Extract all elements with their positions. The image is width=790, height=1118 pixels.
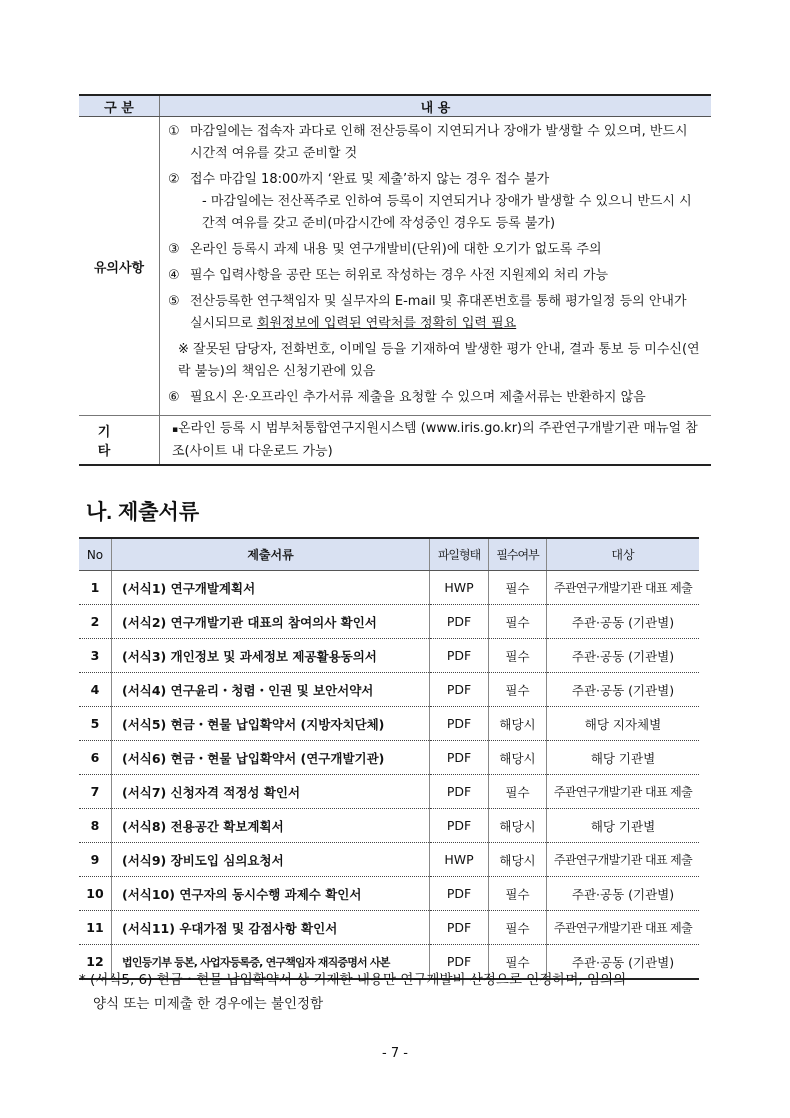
note-number: ①: [168, 124, 180, 139]
footnote-line-1: * (서식5, 6) 현금・현물 납입확약서 상 기재한 내용만 연구개발비 산정으로 인정하며, 임의의: [79, 972, 627, 988]
notes-category-etc: 기 타: [79, 416, 160, 466]
row-target: 해당 지자체별: [547, 707, 700, 741]
note-text-group: [190, 291, 703, 335]
section-title: 나. 제출서류: [86, 501, 200, 524]
row-target: 해당 기관별: [547, 809, 700, 843]
row-required: 필수: [489, 571, 547, 605]
documents-header-row: [79, 538, 699, 571]
row-document-name: (서식1) 연구개발계획서: [112, 571, 430, 605]
notes-header-category: 구 분: [79, 95, 160, 117]
row-required: 필수: [489, 673, 547, 707]
row-required: 해당시: [489, 707, 547, 741]
header-filetype: 파일형태: [430, 538, 489, 571]
row-filetype: PDF: [430, 775, 489, 809]
note-text: 필수 입력사항을 공란 또는 허위로 작성하는 경우 사전 지원제외 처리 가능: [190, 268, 609, 283]
document-row: [79, 877, 699, 911]
notes-category-cautions: 유의사항: [79, 117, 160, 416]
note-text: 전산등록한 연구책임자 및 실무자의 E-mail 및 휴대폰번호를 통해 평가일정 등의 안내가 실시되므로: [190, 294, 687, 331]
row-target: 주관연구개발기관 대표 제출: [547, 775, 700, 809]
row-number: 12: [79, 945, 112, 980]
note-number: ⑥: [168, 390, 180, 405]
documents-table-body: [79, 571, 699, 980]
document-row: [79, 707, 699, 741]
row-target: 주관·공동 (기관별): [547, 639, 700, 673]
row-target: 주관·공동 (기관별): [547, 673, 700, 707]
row-document-name: (서식11) 우대가점 및 감점사항 확인서: [112, 911, 430, 945]
row-filetype: HWP: [430, 571, 489, 605]
row-number: 5: [79, 707, 112, 741]
note-text-underlined: 회원정보에 입력된 연락처를 정확히 입력 필요: [256, 316, 517, 331]
row-document-name: (서식10) 연구자의 동시수행 과제수 확인서: [112, 877, 430, 911]
row-document-name: (서식9) 장비도입 심의요청서: [112, 843, 430, 877]
document-row: [79, 911, 699, 945]
note-item-4: [168, 265, 703, 287]
row-required: 필수: [489, 911, 547, 945]
note-item-5: [168, 291, 703, 335]
note-number: ⑤: [168, 294, 180, 309]
row-required: 필수: [489, 945, 547, 980]
etc-text: 온라인 등록 시 범부처통합연구지원시스템 (www.iris.go.kr)의 주관연구개발기관 매뉴얼 참조(사이트 내 다운로드 가능): [172, 421, 698, 459]
note-item-6: [168, 387, 703, 409]
row-number: 3: [79, 639, 112, 673]
row-document-name: (서식2) 연구개발기관 대표의 참여의사 확인서: [112, 605, 430, 639]
header-no: No: [79, 538, 112, 571]
document-row: [79, 741, 699, 775]
document-row: [79, 639, 699, 673]
note-text: 온라인 등록시 과제 내용 및 연구개발비(단위)에 대한 오기가 없도록 주의: [190, 242, 602, 257]
row-document-name: (서식7) 신청자격 적정성 확인서: [112, 775, 430, 809]
row-document-name: (서식4) 연구윤리・청렴・인권 및 보안서약서: [112, 673, 430, 707]
page-number: - 7 -: [382, 1046, 408, 1061]
row-filetype: PDF: [430, 911, 489, 945]
document-row: [79, 809, 699, 843]
notes-header-content: 내 용: [160, 95, 712, 117]
note-reference: ※ 잘못된 담당자, 전화번호, 이메일 등을 기재하여 발생한 평가 안내, 결과 통보 등 미수신(연락 불능)의 책임은 신청기관에 있음: [178, 342, 700, 379]
row-target: 주관·공동 (기관별): [547, 877, 700, 911]
notes-etc-row: [79, 416, 711, 466]
row-document-name: 법인등기부 등본, 사업자등록증, 연구책임자 재직증명서 사본: [112, 945, 430, 980]
note-item-2: [168, 169, 703, 235]
row-number: 2: [79, 605, 112, 639]
note-text: 마감일에는 접속자 과다로 인해 전산등록이 지연되거나 장애가 발생할 수 있으며, 반드시 시간적 여유를 갖고 준비할 것: [190, 124, 688, 161]
row-target: 해당 기관별: [547, 741, 700, 775]
row-required: 필수: [489, 605, 547, 639]
row-filetype: PDF: [430, 639, 489, 673]
row-number: 11: [79, 911, 112, 945]
note-item-1: [168, 121, 703, 165]
notes-main-row: [79, 117, 711, 416]
document-row: [79, 673, 699, 707]
document-row: [79, 605, 699, 639]
document-row: [79, 571, 699, 605]
row-number: 10: [79, 877, 112, 911]
footnote-line-2: 양식 또는 미제출 한 경우에는 불인정함: [93, 996, 324, 1012]
row-document-name: (서식5) 현금・현물 납입확약서 (지방자치단체): [112, 707, 430, 741]
row-number: 9: [79, 843, 112, 877]
row-number: 7: [79, 775, 112, 809]
row-number: 4: [79, 673, 112, 707]
row-required: 필수: [489, 639, 547, 673]
row-filetype: PDF: [430, 877, 489, 911]
note-number: ②: [168, 172, 180, 187]
document-row: [79, 775, 699, 809]
notes-content-cell: [160, 117, 712, 416]
note-text-group: [190, 169, 703, 235]
notes-table: [79, 94, 711, 466]
note-text: 필요시 온·오프라인 추가서류 제출을 요청할 수 있으며 제출서류는 반환하지 않음: [190, 390, 646, 405]
header-target: 대상: [547, 538, 700, 571]
notes-etc-cell: [160, 416, 712, 466]
note-item-3: [168, 239, 703, 261]
row-filetype: PDF: [430, 809, 489, 843]
row-required: 해당시: [489, 741, 547, 775]
row-number: 1: [79, 571, 112, 605]
row-filetype: PDF: [430, 673, 489, 707]
documents-table: [79, 537, 699, 980]
footnote: [79, 968, 719, 1016]
header-required: 필수여부: [489, 538, 547, 571]
row-filetype: PDF: [430, 605, 489, 639]
row-filetype: PDF: [430, 707, 489, 741]
notes-header-row: [79, 95, 711, 117]
row-target: 주관·공동 (기관별): [547, 945, 700, 980]
row-required: 해당시: [489, 809, 547, 843]
row-filetype: HWP: [430, 843, 489, 877]
row-target: 주관·공동 (기관별): [547, 605, 700, 639]
row-required: 필수: [489, 877, 547, 911]
row-number: 8: [79, 809, 112, 843]
document-row: [79, 843, 699, 877]
row-target: 주관연구개발기관 대표 제출: [547, 843, 700, 877]
row-document-name: (서식3) 개인정보 및 과세정보 제공활용동의서: [112, 639, 430, 673]
row-filetype: PDF: [430, 741, 489, 775]
note-subtext: - 마감일에는 전산폭주로 인하여 등록이 지연되거나 장애가 발생할 수 있으니 반드시 시간적 여유를 갖고 준비(마감시간에 작성중인 경우도 등록 불가): [202, 194, 692, 231]
note-number: ④: [168, 268, 180, 283]
header-document: 제출서류: [112, 538, 430, 571]
row-document-name: (서식6) 현금・현물 납입확약서 (연구개발기관): [112, 741, 430, 775]
row-target: 주관연구개발기관 대표 제출: [547, 571, 700, 605]
row-filetype: PDF: [430, 945, 489, 980]
row-required: 필수: [489, 775, 547, 809]
row-required: 해당시: [489, 843, 547, 877]
row-target: 주관연구개발기관 대표 제출: [547, 911, 700, 945]
row-document-name: (서식8) 전용공간 확보계획서: [112, 809, 430, 843]
square-bullet-icon: ▪: [172, 425, 179, 435]
note-number: ③: [168, 242, 180, 257]
row-number: 6: [79, 741, 112, 775]
note-text: 접수 마감일 18:00까지 ‘완료 및 제출’하지 않는 경우 접수 불가: [190, 172, 550, 187]
